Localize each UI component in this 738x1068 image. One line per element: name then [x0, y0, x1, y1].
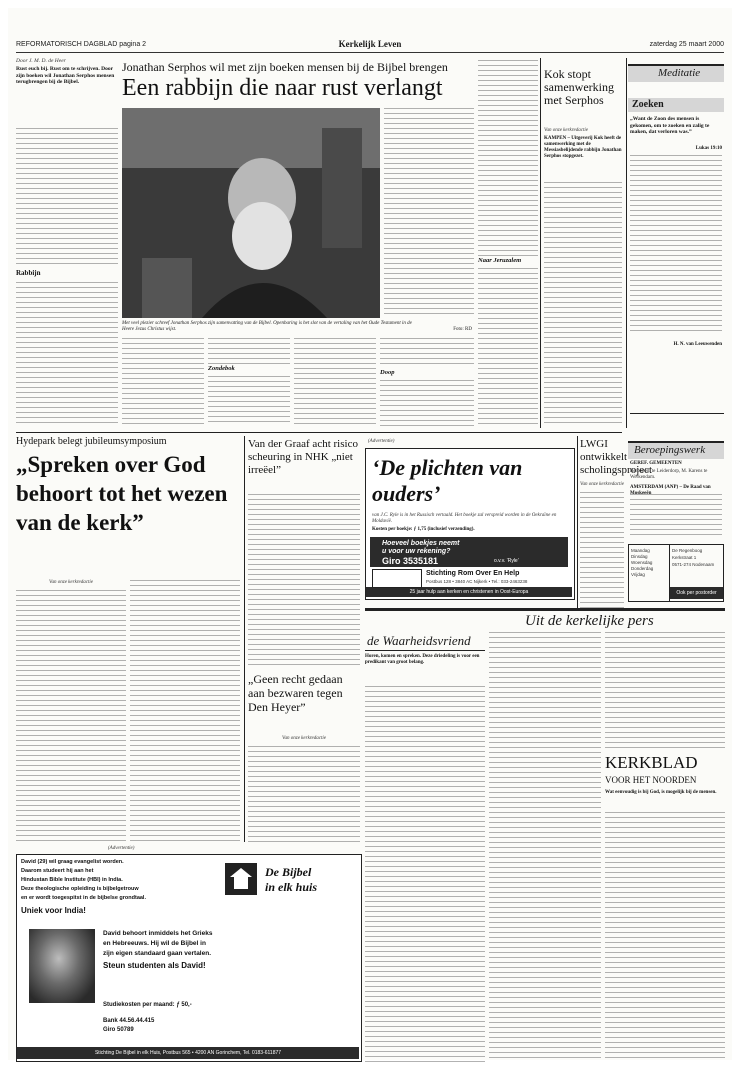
david-ad — [16, 854, 362, 1062]
david-ad-intro — [21, 859, 213, 923]
david-cost: Studiekosten per maand: ƒ 50,- — [103, 1002, 192, 1008]
help-line-2: en Hebreeuws. Hij wil de Bijbel in — [103, 940, 206, 947]
graaf-byline: Van onze kerkredactie — [282, 736, 326, 741]
help-line-3: zijn eigen standaard gaan vertalen. — [103, 950, 212, 957]
regenboog-ad — [628, 544, 724, 602]
top-left-byline: Door J. M. D. de Heer — [16, 58, 66, 64]
plichten-ad-price: Kosten per boekje: ƒ 1,75 (inclusief verzending). — [372, 527, 475, 532]
help-line-4: Steun studenten als David! — [103, 961, 206, 970]
kerkblad-logo-1: KERKBLAD — [605, 753, 698, 772]
top-left-subhead: Rabbijn — [16, 269, 41, 277]
meditatie-body — [630, 155, 722, 335]
logo-line-1: De Bijbel — [265, 865, 312, 879]
kerkblad-body-top — [605, 632, 725, 748]
meditatie-reference: Lukas 19:10 — [695, 146, 722, 151]
david-footer: Stichting De Bijbel in elk Huis, Postbus 565 • 4200 AN Gorinchem, Tel. 0183-611877 — [17, 1047, 359, 1059]
kerkelijke-pers-body-2 — [489, 632, 601, 1062]
main-body-col-2b — [208, 376, 290, 426]
regenboog-name: De Regenboog — [672, 548, 703, 553]
plichten-footer: 25 jaar hulp aan kerken en christenen in Oost-Europa — [366, 587, 572, 597]
lwgi-byline: Van onze kerkredactie — [580, 482, 624, 487]
regenboog-hours — [629, 545, 670, 601]
plichten-ad-banner — [370, 537, 568, 567]
rabbi-photo-illustration — [122, 108, 380, 318]
main-kicker: Jonathan Serphos wil met zijn boeken mensen bij de Bijbel brengen — [122, 60, 448, 74]
beroep-tag-bar — [628, 441, 724, 459]
page-header — [16, 38, 724, 53]
plichten-postal: Postbus 128 • 3840 AC Nijkerk • Tel.: 033-2463238 — [426, 579, 528, 584]
beroep-body — [630, 494, 722, 536]
column-rule-2 — [626, 58, 627, 428]
main-body-col-4 — [384, 108, 474, 318]
banner-line-2: u voor uw rekening? — [382, 548, 451, 555]
hydepark-kicker: Hydepark belegt jubileumsymposium — [16, 436, 167, 447]
waarheidsvriend-lead: Horen, komen en spreken. Deze driedeling is voor een predikant van groot belang. — [365, 654, 480, 665]
waarheidsvriend-body — [365, 686, 485, 1062]
top-left-body-text-2 — [16, 282, 118, 426]
kok-headline: Kok stopt samenwerking met Serphos — [544, 67, 614, 107]
plichten-giro: Giro 3535181 — [382, 556, 439, 566]
photo-caption: Met veel plezier schreef Jonathan Serphos zijn samenvatting van de Bijbel. Openbaring is het slot van de vertaling van het Oude Testament in de Heere Jezus Christus wijst. — [122, 321, 412, 332]
regenboog-phone: 0571-274 Nodenaam — [672, 562, 715, 567]
hydepark-body-1 — [16, 590, 126, 842]
plichten-ad-label: (Advertentie) — [368, 439, 395, 444]
waarheidsvriend-masthead-bar — [365, 632, 485, 651]
plichten-logo-icon — [372, 569, 422, 588]
column-rule-3 — [244, 436, 245, 842]
main-body-col-5 — [478, 60, 538, 256]
main-headline: Een rabbijn die naar rust verlangt — [122, 75, 443, 101]
hours-row: Donderdag — [631, 566, 654, 571]
meditatie-byline: H. N. van Leeuwenden — [673, 342, 722, 347]
main-body-col-5b — [478, 268, 538, 426]
beroep-item-2: AMSTERDAM (ANP) – De Raad van Moskeeën — [630, 485, 711, 496]
beroep-sub: GEREF. GEMEENTEN — [630, 461, 682, 466]
kok-body — [544, 182, 622, 426]
plichten-org: Stichting Rom Over En Help — [426, 570, 520, 577]
beroep-tag: Beroepingswerk — [634, 444, 706, 456]
regenboog-address: Kerkstraat 1 — [672, 555, 697, 560]
kerkblad-body — [605, 812, 725, 1062]
plichten-ad-sub: van J.C. Ryle is in het Russisch vertaald. Het boekje zal verspreid worden in de Oekraïne en Moldavië. — [372, 513, 557, 524]
meditatie-title-bar — [628, 98, 724, 112]
hydepark-body-2 — [130, 580, 240, 842]
graaf-quote-head: „Geen recht gedaan aan bezwaren tegen Den Heyer” — [248, 672, 343, 714]
main-body-col-3 — [294, 338, 376, 426]
bible-house-icon — [223, 861, 259, 897]
graaf-body-2 — [248, 746, 360, 842]
david-ad-label: (Advertentie) — [108, 846, 135, 851]
david-line-3: Hindustan Bible Institute (HBI) in India. — [21, 877, 123, 883]
meditatie-title: Zoeken — [632, 99, 664, 110]
lwgi-headline: LWGI ontwikkelt scholingsproject — [580, 438, 653, 476]
subhead-doop: Doop — [380, 369, 395, 376]
beroep-item-1: Beroepen: te Leiderdorp, M. Karens te Werkendam. — [630, 469, 708, 480]
lwgi-body — [580, 492, 624, 608]
waarheidsvriend-masthead: de Waarheidsvriend — [367, 633, 471, 648]
david-help-text — [103, 929, 353, 989]
david-giro: Giro 50789 — [103, 1027, 134, 1033]
column-rule — [540, 58, 541, 428]
column-rule-4 — [577, 436, 578, 610]
graaf-headline: Van der Graaf acht risico scheuring in NHK „niet irreëel” — [248, 438, 358, 476]
newspaper-page — [8, 8, 732, 1060]
banner-line-1: Hoeveel boekjes neemt — [382, 540, 460, 547]
regenboog-postorder: Ook per postorder — [670, 587, 723, 599]
beroep-rule — [630, 413, 724, 414]
plichten-ad-title: ‘De plichten van ouders’ — [372, 455, 523, 506]
plichten-giro-note: o.v.v. ‘Ryle’ — [494, 558, 519, 564]
hours-row: Vrijdag — [631, 572, 645, 577]
help-line-1: David behoort inmiddels het Grieks — [103, 930, 213, 937]
main-body-col-1 — [122, 338, 204, 426]
header-date: zaterdag 25 maart 2000 — [649, 41, 724, 48]
david-line-1: David (29) wil graag evangelist worden. — [21, 859, 124, 865]
kerkelijke-pers-title: Uit de kerkelijke pers — [525, 613, 654, 629]
kok-byline: Van onze kerkredactie — [544, 128, 588, 133]
david-line-4: Deze theologische opleiding is bijbelgetrouw — [21, 886, 139, 892]
kerkblad-logo-2: VOOR HET NOORDEN — [605, 775, 697, 785]
logo-line-2: in elk huis — [265, 880, 318, 894]
hydepark-byline: Van onze kerkredactie — [49, 580, 93, 585]
main-body-col-4c — [380, 380, 474, 426]
meditatie-tag: Meditatie — [658, 67, 701, 79]
plichten-ad — [365, 448, 575, 600]
hours-row: Maandag — [631, 548, 650, 553]
kok-lead: KAMPEN – Uitgeverij Kok heeft de samenwerking met de Messiasbelijdende rabbijn Jonathan Serphos stopgezet. — [544, 136, 622, 159]
david-line-5: en er wordt toegespitst in de bijbelse grondtaal. — [21, 895, 146, 901]
subhead-jeruzalem: Naar Jeruzalem — [478, 257, 522, 264]
main-body-col-2a — [208, 338, 290, 364]
david-photo — [29, 929, 95, 1003]
header-section: Kerkelijk Leven — [338, 39, 402, 49]
kerkelijke-pers-bar — [365, 608, 725, 631]
david-line-2: Daarom studeert hij aan het — [21, 868, 94, 874]
top-left-lead: Rust euch bij. Rust om te schrijven. Door zijn boeken wil Jonathan Serphos mensen terugbrengen bij de Bijbel. — [16, 66, 115, 85]
rabbi-photo — [122, 108, 380, 318]
header-paper-name: REFORMATORISCH DAGBLAD pagina 2 — [16, 41, 147, 48]
david-bank: Bank 44.56.44.415 — [103, 1018, 155, 1024]
kerkblad-lead: Wat eenvoudig is bij God, is mogelijk bij de mensen. — [605, 790, 717, 795]
subhead-zondebok: Zondebok — [208, 365, 235, 372]
top-left-body-text — [16, 128, 118, 268]
hours-row: Dinsdag — [631, 554, 648, 559]
meditatie-quote: „Want de Zoon des mensen is gekomen, om te zoeken en zalig te maken, dat verloren was.” — [630, 116, 710, 135]
graaf-body — [248, 494, 360, 668]
bijbel-in-elk-huis-logo — [223, 861, 353, 901]
meditatie-tag-bar — [628, 64, 724, 82]
photo-credit: Foto: RD — [453, 327, 472, 332]
hours-row: Woensdag — [631, 560, 653, 565]
hydepark-headline: „Spreken over God behoort tot het wezen van de kerk” — [16, 452, 228, 535]
top-section-rule — [16, 432, 622, 433]
david-line-6: Uniek voor India! — [21, 906, 86, 915]
main-body-col-4b — [380, 338, 474, 368]
